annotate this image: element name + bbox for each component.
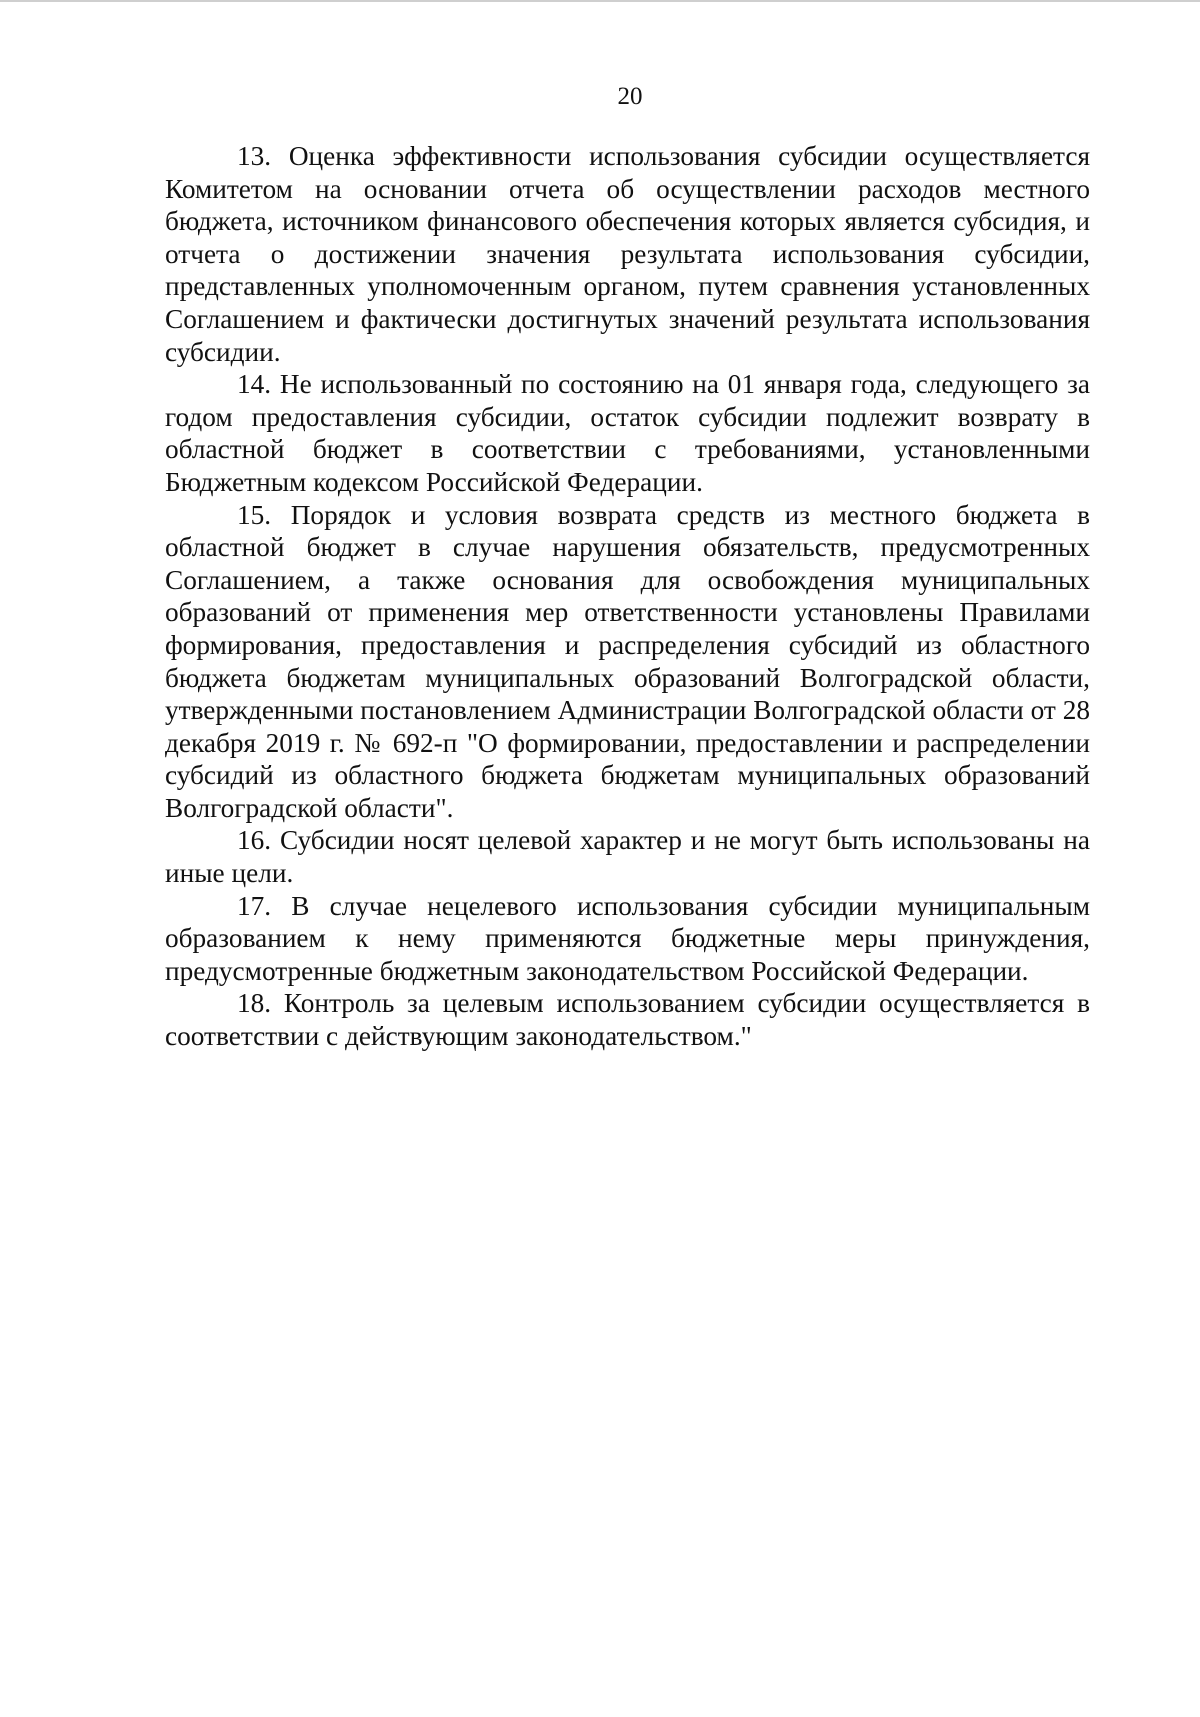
paragraph-16: 16. Субсидии носят целевой характер и не могут быть использованы на иные цели. [165, 825, 1090, 889]
paragraph-15: 15. Порядок и условия возврата средств из местного бюджета в областной бюджет в случае нарушения обязательств, предусмотренных Соглашением, а также основания для освобождения муниципальных образований от применения мер ответственности установлены Правилами формирования, предоставления и распределения субсидий из областного бюджета бюджетам муниципальных образований Волгоградской области, утвержденными постановлением Администрации Волгоградской области от 28 декабря 2019 г. № 692-п "О формировании, предоставлении и распределении субсидий из областного бюджета бюджетам муниципальных образований Волгоградской области". [165, 499, 1090, 823]
paragraph-14: 14. Не использованный по состоянию на 01 января года, следующего за годом предоставления субсидии, остаток субсидии подлежит возврату в областной бюджет в соответствии с требованиями, установленными Бюджетным кодексом Российской Федерации. [165, 369, 1090, 497]
paragraph-13: 13. Оценка эффективности использования субсидии осуществляется Комитетом на основании отчета об осуществлении расходов местного бюджета, источником финансового обеспечения которых является субсидия, и отчета о достижении значения результата использования субсидии, представленных уполномоченным органом, путем сравнения установленных Соглашением и фактически достигнутых значений результата использования субсидии. [165, 141, 1090, 367]
paragraph-17: 17. В случае нецелевого использования субсидии муниципальным образованием к нему применяются бюджетные меры принуждения, предусмотренные бюджетным законодательством Российской Федерации. [165, 890, 1090, 986]
document-body [165, 140, 1090, 1053]
page-number: 20 [617, 83, 643, 110]
scan-top-edge [0, 0, 1200, 2]
paragraph-18: 18. Контроль за целевым использованием субсидии осуществляется в соответствии с действующим законодательством." [165, 988, 1090, 1052]
